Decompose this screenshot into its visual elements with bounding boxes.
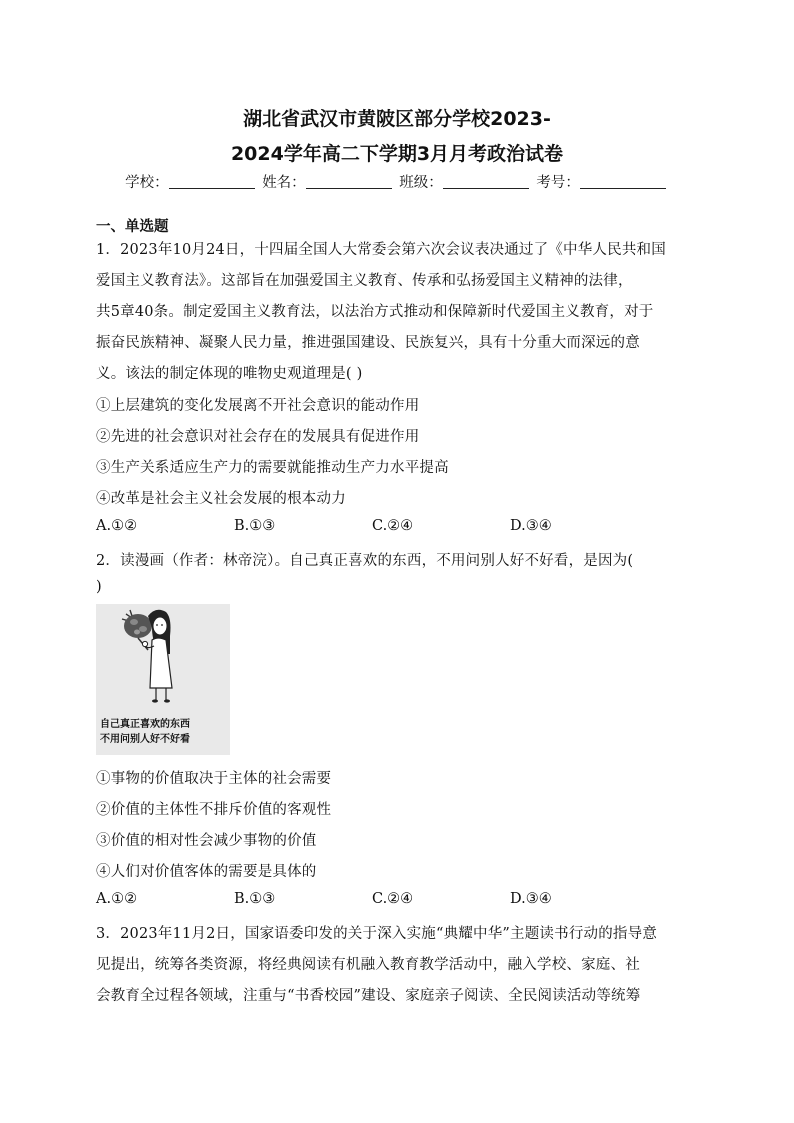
- q1-option-b[interactable]: B.①③: [234, 518, 276, 534]
- q3-stem-line: 3．2023年11月2日，国家语委印发的关于深入实施“典耀中华”主题读书行动的指导意: [96, 926, 658, 942]
- q2-option-a[interactable]: A.①②: [96, 891, 138, 907]
- q1-stem-line: 义。该法的制定体现的唯物史观道理是( ): [96, 366, 363, 382]
- cartoon-image: [96, 604, 230, 755]
- q3-stem-line: 见提出，统筹各类资源，将经典阅读有机融入教育教学活动中，融入学校、家庭、社: [96, 957, 640, 973]
- field-blank-school[interactable]: [169, 174, 255, 189]
- student-info-row: [0, 171, 794, 192]
- q1-stem-line: 爱国主义教育法》。这部旨在加强爱国主义教育、传承和弘扬爱国主义精神的法律，: [96, 273, 633, 289]
- cartoon-caption-line2: 不用问别人好不好看: [100, 734, 190, 745]
- q2-statement: ③价值的相对性会减少事物的价值: [96, 833, 317, 849]
- q1-statement: ①上层建筑的变化发展离不开社会意识的能动作用: [96, 398, 420, 414]
- field-blank-exam-no[interactable]: [580, 174, 666, 189]
- q2-options: [96, 891, 696, 911]
- q2-statement: ①事物的价值取决于主体的社会需要: [96, 771, 332, 787]
- q1-statement: ④改革是社会主义社会发展的根本动力: [96, 491, 346, 507]
- q2-option-d[interactable]: D.③④: [510, 891, 552, 907]
- q1-option-d[interactable]: D.③④: [510, 518, 552, 534]
- field-label-name: 姓名：: [262, 175, 306, 191]
- q3-stem-line: 会教育全过程各领域，注重与“书香校园”建设、家庭亲子阅读、全民阅读活动等统筹: [96, 988, 641, 1004]
- q2-statement: ②价值的主体性不排斥价值的客观性: [96, 802, 332, 818]
- exam-title-line2: 2024学年高二下学期3月月考政治试卷: [230, 143, 564, 165]
- exam-title-line1: 湖北省武汉市黄陂区部分学校2023-: [243, 108, 551, 130]
- q1-option-c[interactable]: C.②④: [372, 518, 414, 534]
- q1-stem-line: 1．2023年10月24日，十四届全国人大常委会第六次会议表决通过了《中华人民共和国: [96, 242, 666, 258]
- field-label-school: 学校：: [125, 175, 169, 191]
- q2-option-b[interactable]: B.①③: [234, 891, 276, 907]
- q2-stem-line: 2．读漫画（作者：林帝浣）。自己真正喜欢的东西，不用问别人好不好看，是因为(: [96, 553, 634, 569]
- cartoon-caption-line1: 自己真正喜欢的东西: [100, 719, 190, 730]
- field-blank-name[interactable]: [306, 174, 392, 189]
- section-title: 一、单选题: [96, 219, 169, 235]
- q2-option-c[interactable]: C.②④: [372, 891, 414, 907]
- q1-option-a[interactable]: A.①②: [96, 518, 138, 534]
- field-blank-class[interactable]: [443, 174, 529, 189]
- q1-statement: ③生产关系适应生产力的需要就能推动生产力水平提高: [96, 460, 449, 476]
- q1-stem-line: 振奋民族精神、凝聚人民力量，推进强国建设、民族复兴，具有十分重大而深远的意: [96, 335, 640, 351]
- q2-stem-line: ): [96, 579, 102, 595]
- q2-statement: ④人们对价值客体的需要是具体的: [96, 864, 317, 880]
- field-label-class: 班级：: [399, 175, 443, 191]
- field-label-exam-no: 考号：: [536, 175, 580, 191]
- q1-stem-line: 共5章40条。制定爱国主义教育法，以法治方式推动和保障新时代爱国主义教育，对于: [96, 304, 654, 320]
- q1-options: [96, 518, 696, 538]
- q1-statement: ②先进的社会意识对社会存在的发展具有促进作用: [96, 429, 420, 445]
